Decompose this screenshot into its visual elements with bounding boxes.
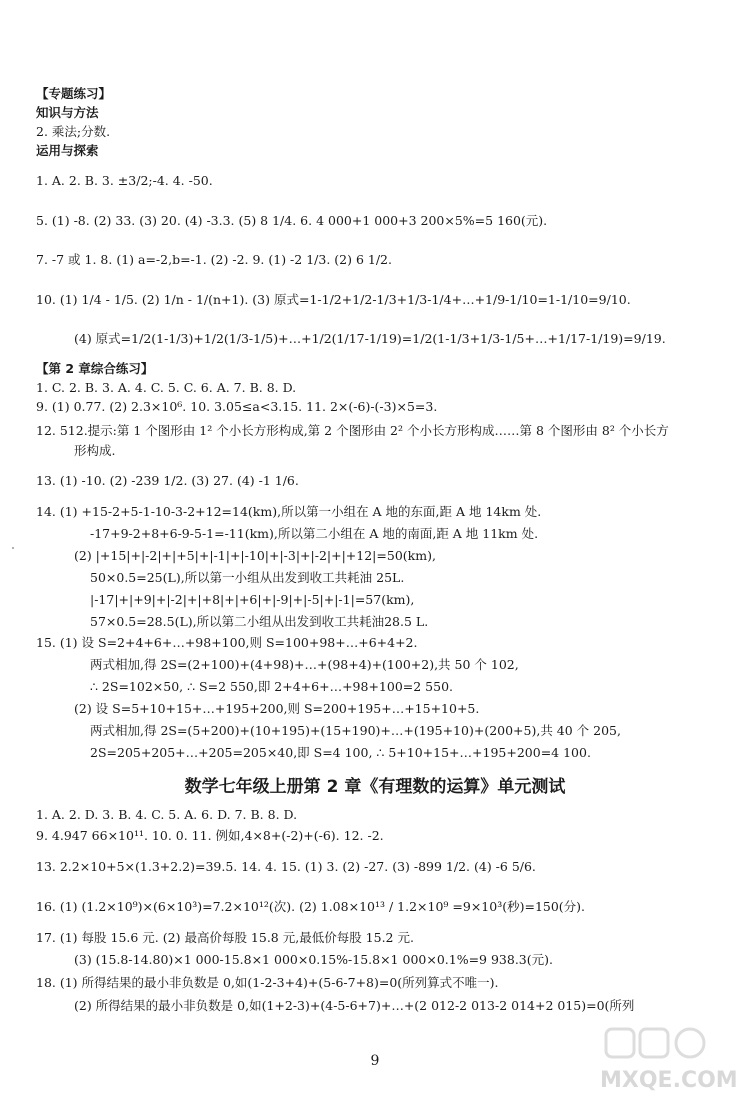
answer-line: 15. (1) 设 S=2+4+6+…+98+100,则 S=100+98+…+6+4+2. xyxy=(36,635,418,650)
page-number: 9 xyxy=(370,1053,380,1069)
answer-line: (3) (15.8-14.80)×1 000-15.8×1 000×0.15%-15.8×1 000×0.1%=9 938.3(元). xyxy=(74,952,553,967)
answer-line: (2) |+15|+|-2|+|+5|+|-1|+|-10|+|-3|+|-2|+|+12|=50(km), xyxy=(74,548,436,563)
answer-line: |-17|+|+9|+|-2|+|+8|+|+6|+|-9|+|-5|+|-1|=57(km), xyxy=(90,592,415,607)
answer-line: -17+9-2+8+6-9-5-1=-11(km),所以第二小组在 A 地的南面,距 A 地 11km 处. xyxy=(90,526,539,541)
answer-line: 9. (1) 0.77. (2) 2.3×10⁶. 10. 3.05≤a<3.15. 11. 2×(-6)-(-3)×5=3. xyxy=(36,399,438,414)
watermark-text: MXQE.COM xyxy=(600,1068,738,1093)
answer-line: 7. -7 或 1. 8. (1) a=-2,b=-1. (2) -2. 9. (1) -2 1/3. (2) 6 1/2. xyxy=(36,252,392,267)
answer-line: 2S=205+205+…+205=205×40,即 S=4 100, ∴ 5+10+15+…+195+200=4 100. xyxy=(90,745,591,760)
subheading-knowledge: 知识与方法 xyxy=(36,105,99,120)
answer-line: 1. C. 2. B. 3. A. 4. C. 5. C. 6. A. 7. B. 8. D. xyxy=(36,380,297,395)
answer-line: 18. (1) 所得结果的最小非负数是 0,如(1-2-3+4)+(5-6-7+8)=0(所列算式不唯一). xyxy=(36,975,499,990)
answer-line: 50×0.5=25(L),所以第一小组从出发到收工共耗油 25L. xyxy=(90,570,405,585)
answer-line: (4) 原式=1/2(1-1/3)+1/2(1/3-1/5)+…+1/2(1/17-1/19)=1/2(1-1/3+1/3-1/5+…+1/17-1/19)=9/19. xyxy=(74,331,666,346)
answer-line: 13. 2.2×10+5×(1.3+2.2)=39.5. 14. 4. 15. (1) 3. (2) -27. (3) -899 1/2. (4) -6 5/6. xyxy=(36,859,536,874)
answer-line: 2. 乘法;分数. xyxy=(36,124,111,139)
scan-speck xyxy=(12,547,14,549)
answer-line: 两式相加,得 2S=(2+100)+(4+98)+…+(98+4)+(100+2),共 50 个 102, xyxy=(90,657,519,672)
answer-line: 57×0.5=28.5(L),所以第二小组从出发到收工共耗油28.5 L. xyxy=(90,614,429,629)
answer-line: 12. 512.提示:第 1 个图形由 1² 个小长方形构成,第 2 个图形由 2² 个小长方形构成……第 8 个图形由 8² 个小长方 xyxy=(36,423,669,438)
watermark-logo xyxy=(596,1025,746,1095)
section-header-chapter-review: 【第 2 章综合练习】 xyxy=(36,361,154,376)
unit-test-title: 数学七年级上册第 2 章《有理数的运算》单元测试 xyxy=(184,777,566,797)
answer-line: (2) 设 S=5+10+15+…+195+200,则 S=200+195+…+15+10+5. xyxy=(74,701,480,716)
answer-line: 9. 4.947 66×10¹¹. 10. 0. 11. 例如,4×8+(-2)+(-6). 12. -2. xyxy=(36,828,384,843)
answer-line: 17. (1) 每股 15.6 元. (2) 最高价每股 15.8 元,最低价每股 15.2 元. xyxy=(36,930,414,945)
answer-line: 16. (1) (1.2×10⁹)×(6×10³)=7.2×10¹²(次). (2) 1.08×10¹³ / 1.2×10⁹ =9×10³(秒)=150(分). xyxy=(36,899,586,914)
section-header-special-practice: 【专题练习】 xyxy=(36,86,112,101)
answer-line: 两式相加,得 2S=(5+200)+(10+195)+(15+190)+…+(195+10)+(200+5),共 40 个 205, xyxy=(90,723,621,738)
answer-line: 1. A. 2. D. 3. B. 4. C. 5. A. 6. D. 7. B. 8. D. xyxy=(36,807,298,822)
answer-line: 5. (1) -8. (2) 33. (3) 20. (4) -3.3. (5) 8 1/4. 6. 4 000+1 000+3 200×5%=5 160(元). xyxy=(36,213,548,228)
subheading-application: 运用与探索 xyxy=(36,143,99,158)
answer-line: (2) 所得结果的最小非负数是 0,如(1+2-3)+(4-5-6+7)+…+(2 012-2 013-2 014+2 015)=0(所列 xyxy=(74,998,635,1013)
answer-line: 13. (1) -10. (2) -239 1/2. (3) 27. (4) -1 1/6. xyxy=(36,473,299,488)
answer-line: 1. A. 2. B. 3. ±3/2;-4. 4. -50. xyxy=(36,173,213,188)
answer-line: 14. (1) +15-2+5-1-10-3-2+12=14(km),所以第一小组在 A 地的东面,距 A 地 14km 处. xyxy=(36,504,542,519)
answer-line: 形构成. xyxy=(74,443,116,458)
answer-line: 10. (1) 1/4 - 1/5. (2) 1/n - 1/(n+1). (3) 原式=1-1/2+1/2-1/3+1/3-1/4+…+1/9-1/10=1-1/10=9/10. xyxy=(36,292,631,307)
answer-line: ∴ 2S=102×50, ∴ S=2 550,即 2+4+6+…+98+100=2 550. xyxy=(90,679,454,694)
